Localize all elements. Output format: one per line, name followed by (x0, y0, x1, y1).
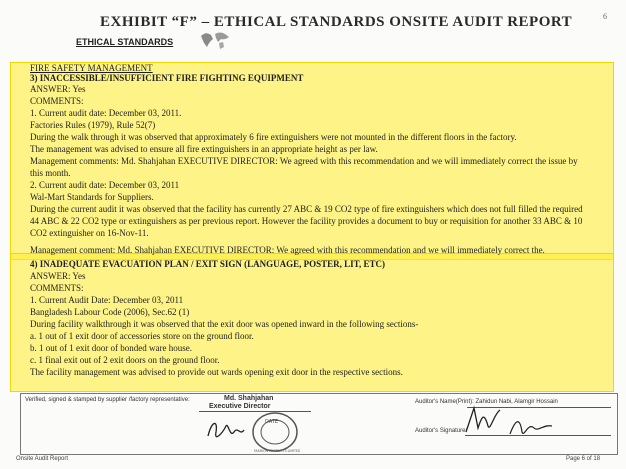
item-heading-fire-fighting: 3) INACCESSIBLE/INSUFFICIENT FIRE FIGHTING EQUIPMENT (30, 73, 304, 83)
stamp-date-text: DATE (265, 419, 279, 425)
finding-item-b: b. 1 out of 1 exit door of bonded ware house. (30, 343, 192, 353)
representative-signature-icon (204, 414, 248, 446)
finding-item-c: c. 1 final exit out of 2 exit doors on the ground floor. (30, 355, 220, 365)
finding-line-cont: 44 ABC & 22 CO2 type or extinguishers as per previous report. However the facility provides a document to buy or requisition for another 33 ABC & 10 (30, 216, 583, 226)
world-map-logo-icon (198, 28, 232, 52)
auditor-signature-icon (460, 402, 504, 438)
standard-reference: Wal-Mart Standards for Suppliers. (30, 192, 154, 202)
company-stamp-icon (250, 410, 300, 454)
section-heading-fire-safety: FIRE SAFETY MANAGEMENT (30, 63, 153, 73)
management-comment: Management comment: Md. Shahjahan EXECUTIVE DIRECTOR: We agreed with this recommendation and we will immediately correct the. (30, 245, 545, 255)
finding-line: During the current audit it was observed that the facility has currently 27 ABC & 19 CO2 type of fire extinguishers which does not full filled the required (30, 204, 583, 214)
verified-label: Verified, signed & stamped by supplier /factory representative: (25, 397, 190, 403)
advice-line: The facility management was advised to provide out wards opening exit door in the respective sections. (30, 367, 403, 377)
footer-page-number: Page 6 of 18 (566, 456, 601, 462)
comments-label: COMMENTS: (30, 96, 84, 106)
answer-line: ANSWER: Yes (30, 84, 86, 94)
auditor-second-signature-icon (506, 414, 556, 440)
finding-line-cont: CO2 extinguisher on 16-Nov-11. (30, 228, 149, 238)
auditor-name-label: Auditor's Name(Print): Zahidun Nabi, Alamgir Hossain (415, 399, 558, 405)
item-heading-evacuation: 4) INADEQUATE EVACUATION PLAN / EXIT SIGN (LANGUAGE, POSTER, LIT, ETC) (30, 259, 385, 269)
audit-date-line: 2. Current audit date: December 03, 2011 (30, 180, 180, 190)
finding-item-a: a. 1 out of 1 exit door of accessories store on the ground floor. (30, 331, 254, 341)
management-comment: Management comments: Md. Shahjahan EXECUTIVE DIRECTOR: We agreed with this recommendation and we will immediately correct the issue by (30, 156, 578, 166)
answer-line: ANSWER: Yes (30, 271, 86, 281)
stamp-ring-text: FASHION PRODUCTS LIMITED (254, 449, 300, 453)
rep-name: Md. Shahjahan (224, 395, 274, 402)
rep-title: Executive Director (209, 403, 271, 410)
finding-line: During facility walkthrough it was observed that the exit door was opened inward in the following sections- (30, 319, 419, 329)
auditor-signature-label: Auditor's Signature: (415, 428, 468, 434)
report-title: EXHIBIT “F” – ETHICAL STANDARDS ONSITE AUDIT REPORT (100, 14, 573, 30)
law-reference: Bangladesh Labour Code (2006), Sec.62 (1) (30, 307, 190, 317)
audit-date-line: 1. Current Audit Date: December 03, 2011 (30, 295, 184, 305)
advice-line: The management was advised to ensure all fire extinguishers in an appropriate height as per law. (30, 144, 378, 154)
page-mark: 6 (603, 12, 607, 21)
footer-left: Onsite Audit Report (16, 456, 69, 462)
comments-label: COMMENTS: (30, 283, 84, 293)
section-subtitle: ETHICAL STANDARDS (76, 37, 174, 47)
finding-line: During the walk through it was observed that approximately 6 fire extinguishers were not mounted in the different floors in the factory. (30, 132, 517, 142)
management-comment-cont: this month. (30, 168, 71, 178)
audit-date-line: 1. Current audit date: December 03, 2011. (30, 108, 182, 118)
rule-reference: Factories Rules (1979), Rule 52(7) (30, 120, 156, 130)
